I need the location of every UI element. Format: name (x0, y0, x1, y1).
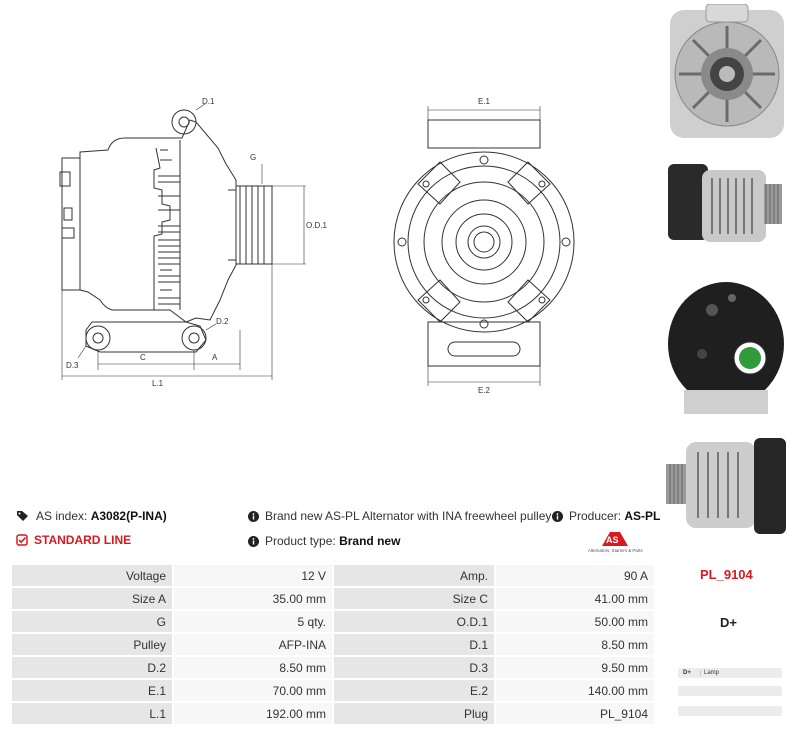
product-type (248, 534, 400, 548)
spec-key: O.D.1 (334, 611, 494, 632)
spec-value: 50.00 mm (496, 611, 654, 632)
info-icon (552, 511, 563, 522)
spec-value: 9.50 mm (496, 657, 654, 678)
spec-key: L.1 (12, 703, 172, 724)
spec-row (12, 657, 654, 678)
photo-angle[interactable] (662, 430, 792, 546)
spec-value: 70.00 mm (174, 680, 332, 701)
label-a: A (212, 353, 218, 362)
spec-row (12, 565, 654, 586)
spec-key: Plug (334, 703, 494, 724)
info-icon (248, 536, 259, 547)
as-index (16, 509, 167, 523)
producer-value: AS-PL (624, 509, 661, 523)
spec-row (12, 588, 654, 609)
spec-row (12, 680, 654, 701)
check-square-icon (16, 534, 28, 546)
plug-terminal: D+ (720, 615, 737, 630)
terminal-row (678, 706, 782, 716)
photo-front[interactable] (662, 4, 792, 142)
label-d3: D.3 (66, 361, 79, 370)
spec-key: E.1 (12, 680, 172, 701)
spec-key: G (12, 611, 172, 632)
tags-icon (16, 510, 30, 522)
spec-row (12, 634, 654, 655)
label-g: G (250, 153, 257, 162)
spec-value: 90 A (496, 565, 654, 586)
spec-value: 8.50 mm (496, 634, 654, 655)
as-index-value: A3082(P-INA) (90, 509, 167, 523)
spec-table (10, 563, 656, 726)
producer-label: Producer: (569, 509, 622, 523)
svg-text:AS: AS (606, 535, 619, 545)
label-e1: E.1 (478, 97, 491, 106)
spec-value: 140.00 mm (496, 680, 654, 701)
spec-value: 8.50 mm (174, 657, 332, 678)
product-type-label: Product type: (265, 534, 336, 548)
spec-key: Size C (334, 588, 494, 609)
photo-side[interactable] (662, 150, 792, 262)
spec-value: 192.00 mm (174, 703, 332, 724)
side-view-dimensions (62, 104, 306, 380)
spec-key: Pulley (12, 634, 172, 655)
label-d2: D.2 (216, 317, 229, 326)
spec-value: 35.00 mm (174, 588, 332, 609)
standard-line (16, 533, 131, 547)
spec-value: 41.00 mm (496, 588, 654, 609)
spec-key: Size A (12, 588, 172, 609)
spec-key: Amp. (334, 565, 494, 586)
spec-value: 12 V (174, 565, 332, 586)
spec-key: E.2 (334, 680, 494, 701)
terminal-value: Lamp (700, 670, 719, 676)
label-c: C (140, 353, 146, 362)
logo-tagline: Alternators, Starters & Parts (588, 548, 643, 553)
spec-key: D.3 (334, 657, 494, 678)
label-d1: D.1 (202, 97, 215, 106)
producer (552, 509, 660, 523)
spec-row (12, 611, 654, 632)
label-od1: O.D.1 (306, 221, 327, 230)
description-text: Brand new AS-PL Alternator with INA freewheel pulley (265, 509, 552, 523)
standard-line-label: STANDARD LINE (34, 533, 132, 547)
terminal-key: D+ (683, 670, 691, 676)
front-view (394, 120, 574, 366)
spec-key: D.2 (12, 657, 172, 678)
spec-value: PL_9104 (496, 703, 654, 724)
as-pl-logo (588, 530, 654, 554)
product-type-value: Brand new (339, 534, 401, 548)
plug-code[interactable]: PL_9104 (700, 567, 753, 582)
as-index-label: AS index: (36, 509, 88, 523)
spec-row (12, 703, 654, 724)
spec-key: Voltage (12, 565, 172, 586)
description (248, 509, 551, 523)
spec-value: AFP-INA (174, 634, 332, 655)
spec-value: 5 qty. (174, 611, 332, 632)
photo-rear[interactable] (662, 274, 792, 422)
label-l1: L.1 (152, 379, 164, 388)
side-view (60, 110, 272, 352)
info-icon (248, 511, 259, 522)
label-e2: E.2 (478, 386, 491, 395)
spec-key: D.1 (334, 634, 494, 655)
terminal-row (678, 686, 782, 696)
terminal-row (678, 668, 782, 678)
